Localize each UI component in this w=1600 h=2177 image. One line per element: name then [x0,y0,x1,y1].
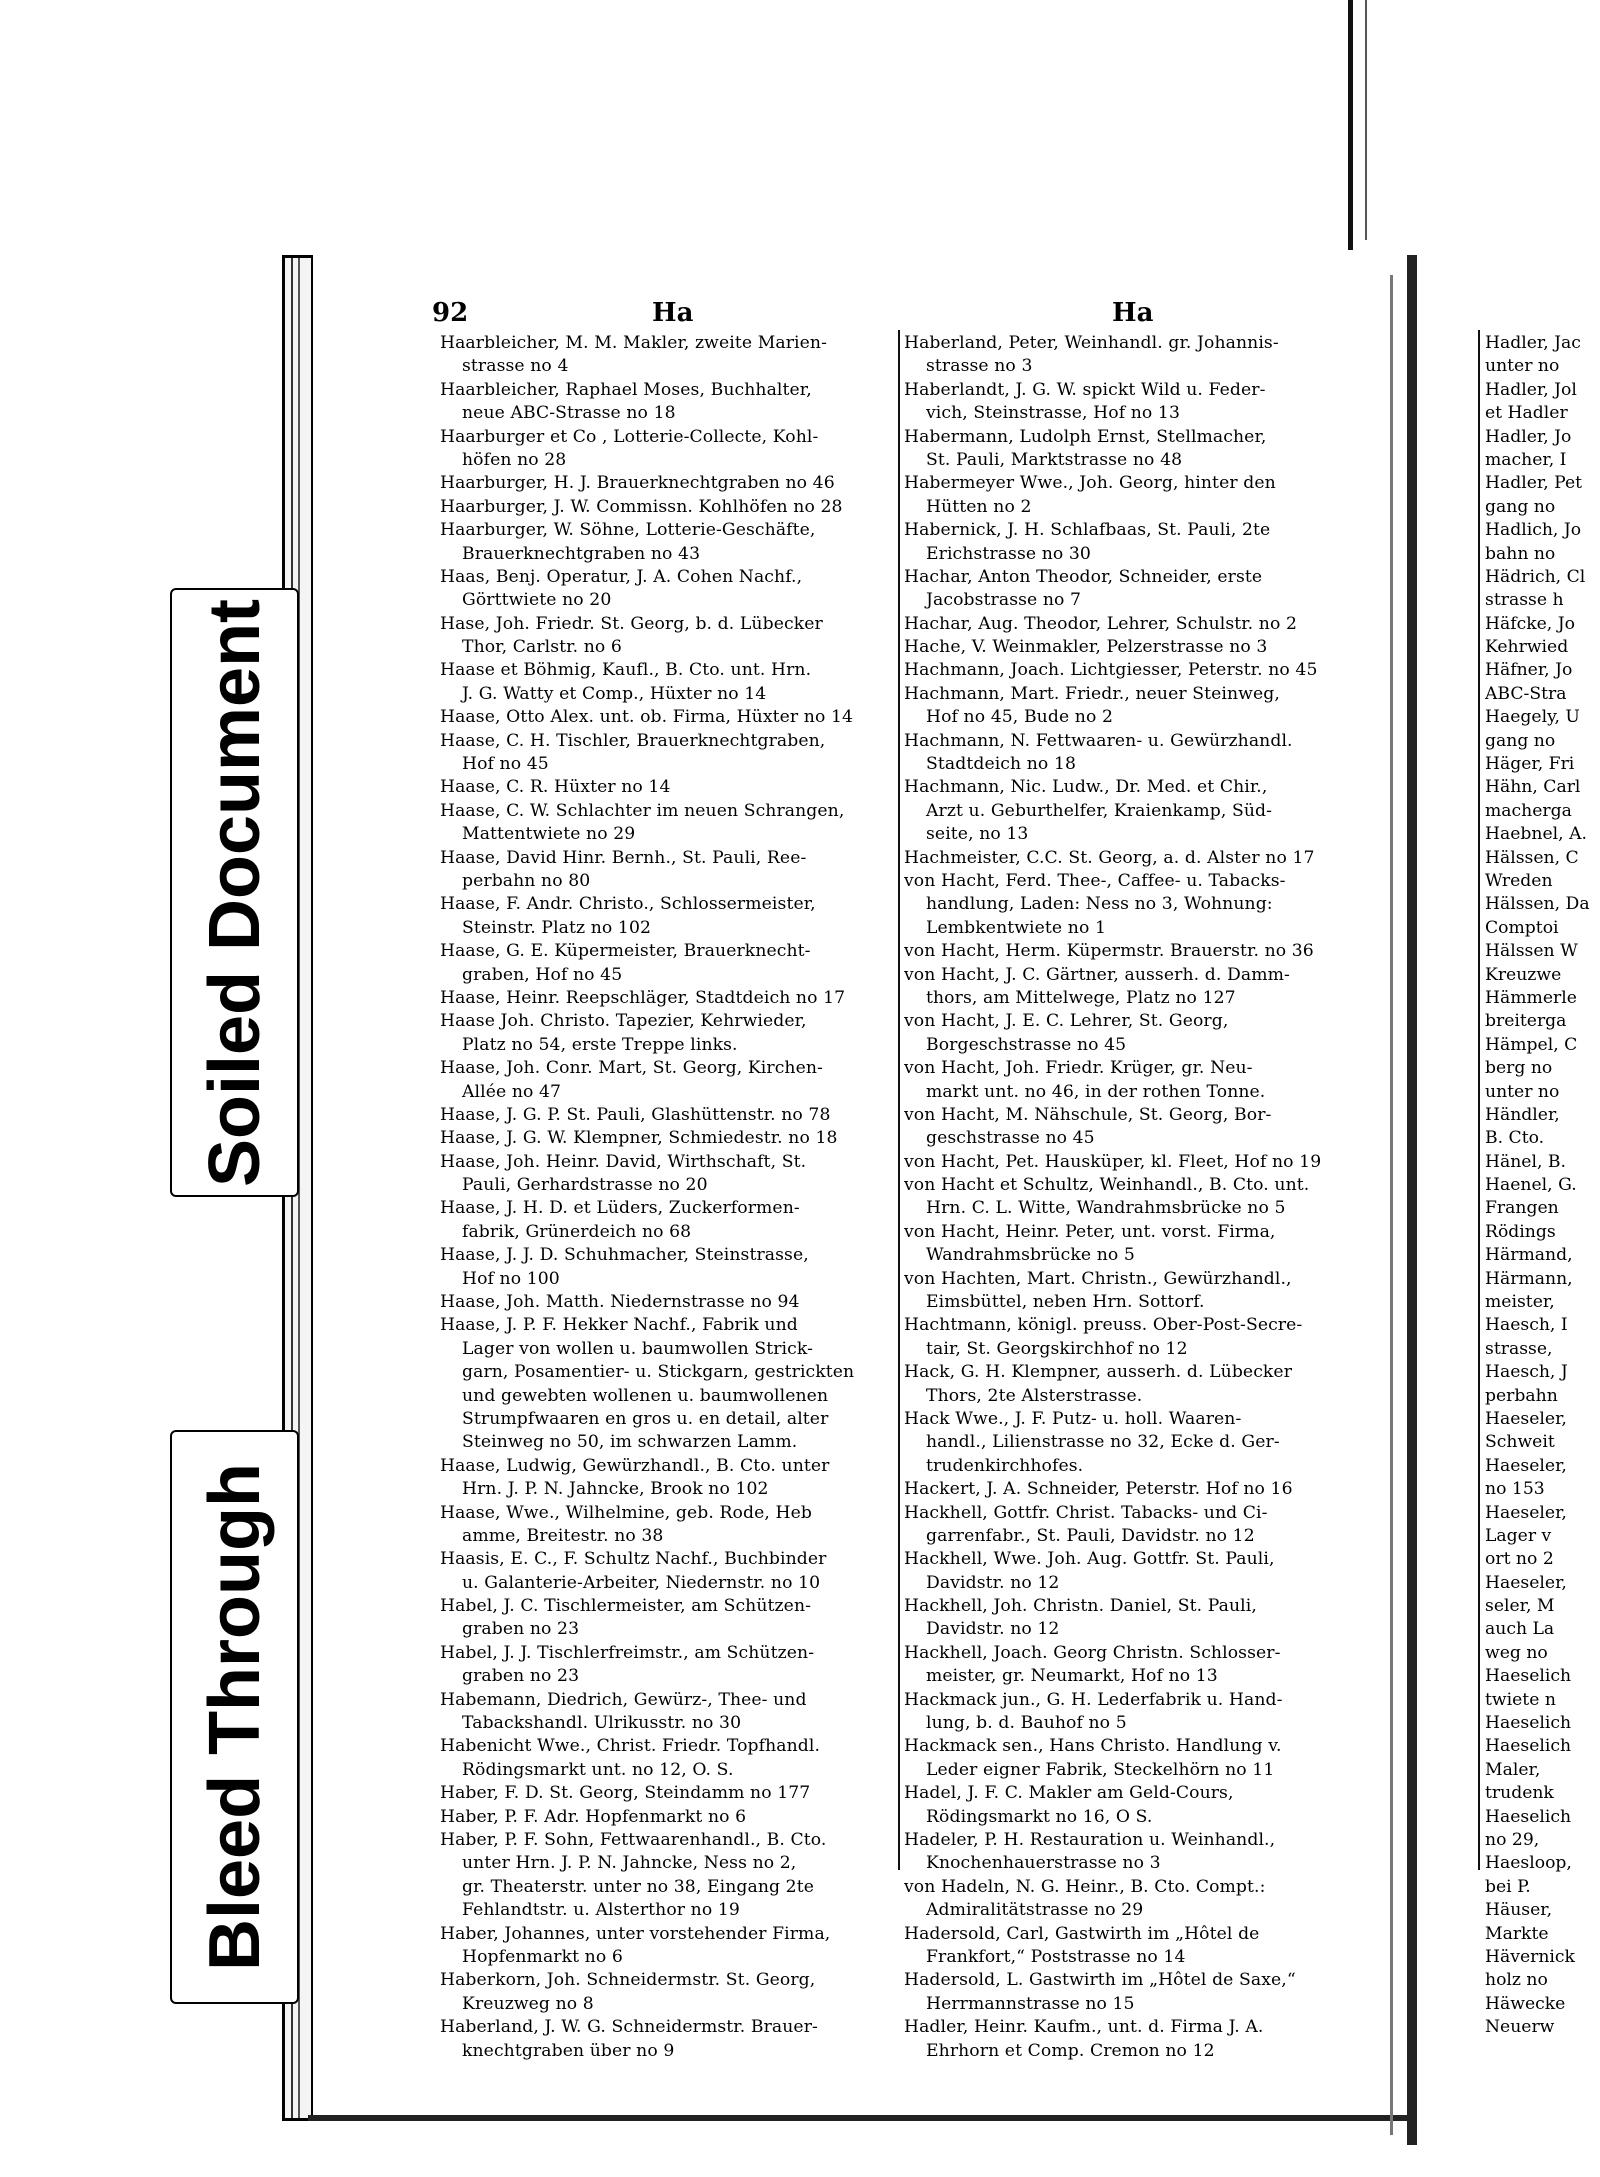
entry-line: Hachar, Aug. Theodor, Lehrer, Schulstr. no 2 [904,613,1298,634]
entry-line: Steinstr. Platz no 102 [462,917,652,938]
entry-line: gang no [1485,730,1556,751]
entry-line: Frankfort,“ Poststrasse no 14 [926,1946,1186,1967]
entry-line: Ehrhorn et Comp. Cremon no 12 [926,2040,1215,2061]
entry-line: Haase, Joh. Heinr. David, Wirthschaft, St. [440,1151,807,1172]
entry-line: von Hacht, Ferd. Thee-, Caffee- u. Tabacks- [904,870,1286,891]
entry-line: breiterga [1485,1011,1567,1032]
entry-line: Haarburger, J. W. Commissn. Kohlhöfen no 28 [440,496,843,517]
entry-line: Haase, Ludwig, Gewürzhandl., B. Cto. unter [440,1455,830,1476]
gutter-shadow [1390,275,1393,2135]
entry-line: holz no [1485,1970,1548,1991]
entry-line: Haase, J. G. W. Klempner, Schmiedestr. no 18 [440,1128,838,1149]
entry-line: Haase, David Hinr. Bernh., St. Pauli, Ree- [440,847,807,868]
entry-line: Haase, C. W. Schlachter im neuen Schrangen, [440,800,845,821]
entry-line: Hackert, J. A. Schneider, Peterstr. Hof no 16 [904,1479,1293,1500]
entry-line: Habemann, Diedrich, Gewürz-, Thee- und [440,1689,807,1710]
entry-line: Haase, G. E. Küpermeister, Brauerknecht- [440,941,811,962]
entry-line: Lembkentwiete no 1 [926,917,1106,938]
entry-line: perbahn [1485,1385,1558,1406]
entry-line: Hache, V. Weinmakler, Pelzerstrasse no 3 [904,637,1268,658]
entry-line: Hackhell, Joach. Georg Christn. Schlosser- [904,1642,1281,1663]
entry-line: Mattentwiete no 29 [462,824,636,845]
entry-line: Haegely, U [1485,707,1580,728]
entry-line: lung, b. d. Bauhof no 5 [926,1713,1127,1734]
entry-line: Herrmannstrasse no 15 [926,1993,1135,2014]
entry-line: Hämmerle [1485,987,1577,1008]
entry-line: macher, I [1485,449,1567,470]
entry-line: knechtgraben über no 9 [462,2040,675,2061]
entry-line: B. Cto. [1485,1128,1545,1149]
entry-line: Haas, Benj. Operatur, J. A. Cohen Nachf., [440,566,803,587]
entry-line: unter Hrn. J. P. N. Jahncke, Ness no 2, [462,1853,797,1874]
entry-line: seite, no 13 [926,824,1029,845]
entry-line: tair, St. Georgskirchhof no 12 [926,1338,1188,1359]
entry-line: Hack, G. H. Klempner, ausserh. d. Lübecker [904,1362,1293,1383]
entry-line: Hälssen W [1485,941,1578,962]
entry-line: strasse, [1485,1338,1553,1359]
entry-line: Hadel, J. F. C. Makler am Geld-Cours, [904,1783,1234,1804]
bleed-through-tab [170,1430,299,2004]
entry-line: Haeseler, [1485,1455,1567,1476]
entry-line: Pauli, Gerhardstrasse no 20 [462,1175,708,1196]
entry-line: Markte [1485,1923,1549,1944]
entry-line: Haase, J. G. P. St. Pauli, Glashüttenstr. no 78 [440,1104,831,1125]
entry-line: Haber, P. F. Sohn, Fettwaarenhandl., B. Cto. [440,1830,827,1850]
entry-line: Hadeler, P. H. Restauration u. Weinhandl., [904,1830,1276,1850]
entry-line: Wandrahmsbrücke no 5 [926,1245,1135,1266]
entry-line: Görttwiete no 20 [462,590,612,611]
entry-line: Habermeyer Wwe., Joh. Georg, hinter den [904,473,1276,494]
entry-line: Brauerknechtgraben no 43 [462,543,701,564]
entry-line: Haenel, G. [1485,1175,1577,1196]
entry-line: Jacobstrasse no 7 [926,590,1082,611]
entry-line: Habel, J. J. Tischlerfreimstr., am Schützen- [440,1642,815,1663]
entry-line: Haase, J. P. F. Hekker Nachf., Fabrik und [440,1315,798,1336]
entry-line: Häfner, Jo [1485,660,1573,681]
entry-line: Erichstrasse no 30 [926,543,1091,564]
entry-line: von Hadeln, N. G. Heinr., B. Cto. Compt.: [904,1876,1266,1897]
entry-line: Hävernick [1485,1946,1575,1967]
entry-line: von Hacht, M. Nähschule, St. Georg, Bor- [904,1104,1272,1125]
entry-line: Hadler, Heinr. Kaufm., unt. d. Firma J. A. [904,2017,1264,2038]
directory-column-partial [1485,332,1600,2040]
entry-line: graben no 23 [462,1619,580,1640]
entry-line: Thors, 2te Alsterstrasse. [926,1385,1143,1406]
entry-line: perbahn no 80 [462,870,591,891]
entry-line: Eimsbüttel, neben Hrn. Sottorf. [926,1292,1205,1313]
entry-line: Haase, C. R. Hüxter no 14 [440,777,671,798]
entry-line: Hackmack sen., Hans Christo. Handlung v. [904,1736,1282,1757]
entry-line: Hachmann, Joach. Lichtgiesser, Peterstr. no 45 [904,660,1318,681]
page-edge-line [1365,0,1367,240]
entry-line: ABC-Stra [1485,683,1567,704]
entry-line: von Hacht, Joh. Friedr. Krüger, gr. Neu- [904,1058,1253,1079]
entry-line: Hackmack jun., G. H. Lederfabrik u. Hand- [904,1689,1283,1710]
entry-line: Habel, J. C. Tischlermeister, am Schützen- [440,1596,812,1617]
entry-line: Knochenhauerstrasse no 3 [926,1853,1161,1874]
entry-line: meister, gr. Neumarkt, Hof no 13 [926,1666,1218,1687]
entry-line: unter no [1485,1081,1560,1102]
entry-line: Hackhell, Wwe. Joh. Aug. Gottfr. St. Pauli, [904,1549,1275,1570]
bleed-through-label: Bleed Through [194,1463,275,1971]
entry-line: Hof no 45 [462,754,549,775]
soiled-document-label: Soiled Document [194,598,275,1187]
entry-line: J. G. Watty et Comp., Hüxter no 14 [462,683,767,704]
entry-line: twiete n [1485,1689,1556,1710]
entry-line: Haberland, Peter, Weinhandl. gr. Johannis- [904,333,1279,353]
column-divider [898,330,900,1870]
entry-line: et Hadler [1485,403,1568,424]
entry-line: Davidstr. no 12 [926,1572,1060,1593]
entry-line: Härmand, [1485,1245,1573,1266]
entry-line: Hachmann, N. Fettwaaren- u. Gewürzhandl. [904,730,1293,751]
entry-line: Hädrich, Cl [1485,566,1586,587]
entry-line: Hachmeister, C.C. St. Georg, a. d. Alster no 17 [904,847,1315,868]
entry-line: Hadler, Jac [1485,333,1581,353]
entry-line: Haebnel, A. [1485,824,1587,845]
entry-line: Hämpel, C [1485,1034,1578,1055]
entry-line: Hachtmann, königl. preuss. Ober-Post-Secre- [904,1315,1303,1336]
entry-line: Comptoi [1485,917,1559,938]
entry-line: Hähn, Carl [1485,777,1581,798]
entry-line: Hadler, Pet [1485,473,1583,494]
entry-line: Rödingsmarkt no 16, O S. [926,1806,1153,1827]
entry-line: trudenkirchhofes. [926,1455,1084,1476]
entry-line: Hadlich, Jo [1485,520,1582,541]
entry-line: strasse h [1485,590,1564,611]
entry-line: Haeseler, [1485,1408,1567,1429]
entry-line: thors, am Mittelwege, Platz no 127 [926,987,1236,1008]
entry-line: unter no [1485,356,1560,377]
entry-line: bahn no [1485,543,1556,564]
entry-line: Hof no 100 [462,1268,560,1289]
entry-line: Lager von wollen u. baumwollen Strick- [462,1338,813,1359]
entry-line: von Hacht, Pet. Hausküper, kl. Fleet, Hof no 19 [904,1151,1322,1172]
entry-line: Haase, Heinr. Reepschläger, Stadtdeich no 17 [440,987,846,1008]
entry-line: Hütten no 2 [926,496,1032,517]
entry-line: amme, Breitestr. no 38 [462,1525,664,1546]
entry-line: Haase, Joh. Matth. Niedernstrasse no 94 [440,1292,800,1313]
entry-line: neue ABC-Strasse no 18 [462,403,676,424]
entry-line: Admiralitätstrasse no 29 [926,1900,1144,1921]
page-edge-line [1348,0,1353,250]
entry-line: markt unt. no 46, in der rothen Tonne. [926,1081,1266,1102]
entry-line: Hachmann, Nic. Ludw., Dr. Med. et Chir., [904,777,1268,798]
entry-line: von Hachten, Mart. Christn., Gewürzhandl., [904,1268,1292,1289]
entry-line: Thor, Carlstr. no 6 [462,637,622,658]
entry-line: Haeselich [1485,1666,1572,1687]
entry-line: Häuser, [1485,1900,1553,1921]
entry-line: Haase, Otto Alex. unt. ob. Firma, Hüxter no 14 [440,707,854,728]
entry-line: Haase, J. H. D. et Lüders, Zuckerformen- [440,1198,800,1219]
entry-line: Neuerw [1485,2017,1555,2038]
entry-line: St. Pauli, Marktstrasse no 48 [926,449,1183,470]
entry-line: Haber, Johannes, unter vorstehender Firma, [440,1923,831,1944]
entry-line: gr. Theaterstr. unter no 38, Eingang 2te [462,1876,814,1897]
entry-line: Rödingsmarkt unt. no 12, O. S. [462,1759,734,1780]
entry-line: Hälssen, C [1485,847,1579,868]
entry-line: strasse no 4 [462,356,569,377]
soiled-document-tab [170,588,299,1197]
entry-line: von Hacht, Heinr. Peter, unt. vorst. Firma, [904,1221,1276,1242]
entry-line: Hack Wwe., J. F. Putz- u. holl. Waaren- [904,1408,1242,1429]
entry-line: gang no [1485,496,1556,517]
entry-line: Haber, F. D. St. Georg, Steindamm no 177 [440,1783,811,1804]
entry-line: geschstrasse no 45 [926,1128,1095,1149]
entry-line: Händler, [1485,1104,1560,1125]
entry-line: Wreden [1485,870,1553,891]
entry-line: Hadler, Jol [1485,379,1577,400]
entry-line: Haeseler, [1485,1572,1567,1593]
entry-line: macherga [1485,800,1572,821]
entry-line: u. Galanterie-Arbeiter, Niedernstr. no 10 [462,1572,821,1593]
entry-line: Davidstr. no 12 [926,1619,1060,1640]
entry-line: Haarburger, H. J. Brauerknechtgraben no 46 [440,473,835,494]
entry-line: Haesch, I [1485,1315,1568,1336]
entry-line: Haarbleicher, M. M. Makler, zweite Marien- [440,333,828,353]
entry-line: Hackhell, Gottfr. Christ. Tabacks- und Ci- [904,1502,1268,1523]
entry-line: Haase et Böhmig, Kaufl., B. Cto. unt. Hrn. [440,660,812,681]
entry-line: weg no [1485,1642,1548,1663]
entry-line: Haase, J. J. D. Schuhmacher, Steinstrasse, [440,1245,809,1266]
entry-line: Hänel, B. [1485,1151,1566,1172]
entry-line: no 29, [1485,1830,1540,1850]
entry-line: graben no 23 [462,1666,580,1687]
entry-line: Haase, C. H. Tischler, Brauerknechtgraben, [440,730,826,751]
entry-line: meister, [1485,1292,1555,1313]
entry-line: Fehlandtstr. u. Alsterthor no 19 [462,1900,740,1921]
entry-line: Habenicht Wwe., Christ. Friedr. Topfhandl. [440,1736,821,1757]
entry-line: Haase, Joh. Conr. Mart, St. Georg, Kirchen- [440,1058,823,1079]
entry-line: Rödings [1485,1221,1556,1242]
entry-line: Härmann, [1485,1268,1573,1289]
entry-line: Schweit [1485,1432,1555,1453]
entry-line: Haarburger et Co , Lotterie-Collecte, Kohl- [440,426,819,447]
entry-line: Haasis, E. C., F. Schultz Nachf., Buchbinder [440,1549,827,1570]
entry-line: Haarbleicher, Raphael Moses, Buchhalter, [440,379,812,400]
entry-line: seler, M [1485,1596,1555,1617]
entry-line: berg no [1485,1058,1553,1079]
entry-line: und gewebten wollenen u. baumwollenen [462,1385,829,1406]
entry-line: Stadtdeich no 18 [926,754,1077,775]
entry-line: Haber, P. F. Adr. Hopfenmarkt no 6 [440,1806,747,1827]
entry-line: trudenk [1485,1783,1554,1804]
entry-line: Allée no 47 [462,1081,562,1102]
entry-line: Haeselich [1485,1713,1572,1734]
entry-line: Haeseler, [1485,1502,1567,1523]
entry-line: Habernick, J. H. Schlafbaas, St. Pauli, 2te [904,520,1271,541]
entry-line: ort no 2 [1485,1549,1554,1570]
entry-line: Hof no 45, Bude no 2 [926,707,1113,728]
entry-line: Steinweg no 50, im schwarzen Lamm. [462,1432,798,1453]
entry-line: Hrn. C. L. Witte, Wandrahmsbrücke no 5 [926,1198,1286,1219]
column-header-left: Ha [652,298,694,328]
entry-line: Haarburger, W. Söhne, Lotterie-Geschäfte, [440,520,816,541]
entry-line: Strumpfwaaren en gros u. en detail, alter [462,1408,829,1429]
entry-line: Haesch, J [1485,1362,1568,1383]
entry-line: auch La [1485,1619,1555,1640]
entry-line: Häger, Fri [1485,754,1575,775]
entry-line: Kreuzweg no 8 [462,1993,594,2014]
entry-line: Habermann, Ludolph Ernst, Stellmacher, [904,426,1267,447]
entry-line: Kehrwied [1485,637,1569,658]
entry-line: höfen no 28 [462,449,567,470]
entry-line: Haase, F. Andr. Christo., Schlossermeister, [440,894,816,915]
entry-line: Haberkorn, Joh. Schneidermstr. St. Georg, [440,1970,816,1991]
entry-line: no 153 [1485,1479,1545,1500]
entry-line: strasse no 3 [926,356,1033,377]
directory-column-right [904,332,1359,2063]
page-number: 92 [432,298,469,328]
entry-line: Tabackshandl. Ulrikusstr. no 30 [462,1713,742,1734]
entry-line: Haeselich [1485,1736,1572,1757]
entry-line: Hackhell, Joh. Christn. Daniel, St. Pauli, [904,1596,1257,1617]
entry-line: von Hacht et Schultz, Weinhandl., B. Cto. unt. [904,1175,1310,1196]
column-header-right: Ha [1112,298,1154,328]
entry-line: von Hacht, J. E. C. Lehrer, St. Georg, [904,1011,1229,1032]
book-gutter [1407,255,1417,2145]
entry-line: Lager v [1485,1525,1552,1546]
entry-line: garrenfabr., St. Pauli, Davidstr. no 12 [926,1525,1255,1546]
entry-line: Maler, [1485,1759,1541,1780]
entry-line: Hrn. J. P. N. Jahncke, Brook no 102 [462,1479,769,1500]
entry-line: Haesloop, [1485,1853,1572,1874]
entry-line: Haase, Wwe., Wilhelmine, geb. Rode, Heb [440,1502,812,1523]
entry-line: von Hacht, Herm. Küpermstr. Brauerstr. no 36 [904,941,1314,962]
entry-line: Platz no 54, erste Treppe links. [462,1034,738,1055]
entry-line: Hase, Joh. Friedr. St. Georg, b. d. Lübecker [440,613,823,634]
entry-line: Haberlandt, J. G. W. spickt Wild u. Feder- [904,379,1266,400]
adjacent-page-edge [1310,0,1600,250]
entry-line: Borgeschstrasse no 45 [926,1034,1127,1055]
entry-line: Hachar, Anton Theodor, Schneider, erste [904,566,1263,587]
entry-line: handlung, Laden: Ness no 3, Wohnung: [926,894,1273,915]
entry-line: Häfcke, Jo [1485,613,1575,634]
page-bottom-edge [308,2115,1408,2121]
entry-line: Haeselich [1485,1806,1572,1827]
entry-line: handl., Lilienstrasse no 32, Ecke d. Ger- [926,1432,1280,1453]
entry-line: Hadler, Jo [1485,426,1572,447]
entry-line: Haase Joh. Christo. Tapezier, Kehrwieder, [440,1011,807,1032]
entry-line: Häwecke [1485,1993,1566,2014]
entry-line: vich, Steinstrasse, Hof no 13 [926,403,1180,424]
directory-column-left [440,332,895,2063]
entry-line: Hachmann, Mart. Friedr., neuer Steinweg, [904,683,1280,704]
column-divider [1478,330,1480,1870]
entry-line: Kreuzwe [1485,964,1562,985]
entry-line: Haberland, J. W. G. Schneidermstr. Brauer- [440,2017,818,2038]
entry-line: garn, Posamentier- u. Stickgarn, gestrickten [462,1362,855,1383]
entry-line: Arzt u. Geburthelfer, Kraienkamp, Süd- [926,800,1273,821]
entry-line: Hadersold, L. Gastwirth im „Hôtel de Saxe,“ [904,1970,1296,1991]
entry-line: Hopfenmarkt no 6 [462,1946,623,1967]
entry-line: fabrik, Grünerdeich no 68 [462,1221,692,1242]
entry-line: bei P. [1485,1876,1531,1897]
entry-line: von Hacht, J. C. Gärtner, ausserh. d. Damm- [904,964,1290,985]
entry-line: Leder eigner Fabrik, Steckelhörn no 11 [926,1759,1275,1780]
entry-line: Frangen [1485,1198,1559,1219]
entry-line: graben, Hof no 45 [462,964,623,985]
entry-line: Hadersold, Carl, Gastwirth im „Hôtel de [904,1923,1260,1944]
entry-line: Hälssen, Da [1485,894,1590,915]
